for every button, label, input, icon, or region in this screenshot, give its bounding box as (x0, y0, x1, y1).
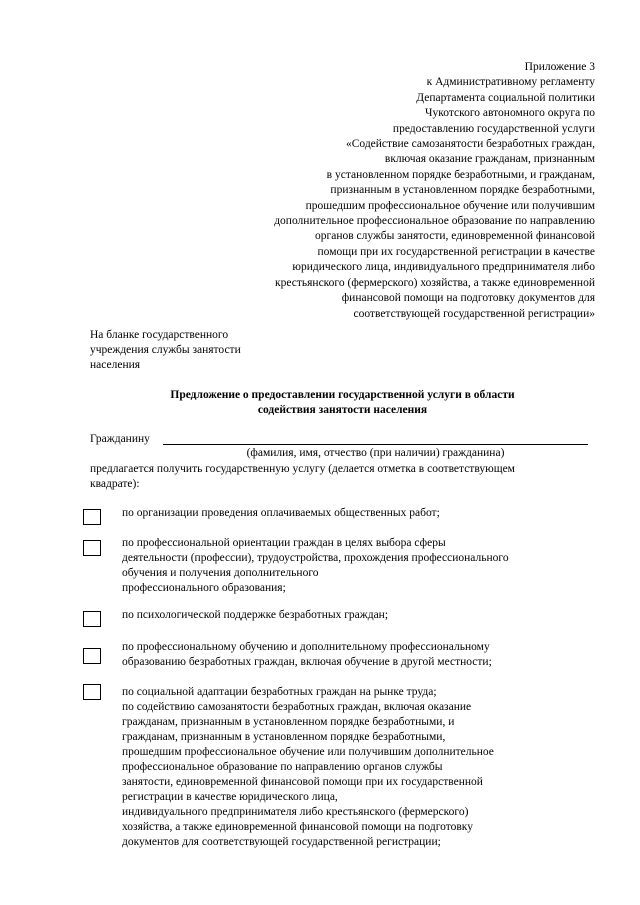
option-line: регистрации в качестве юридического лица, (122, 791, 338, 803)
option-line: профессионального образования; (122, 582, 286, 594)
letterhead-line: населения (90, 359, 141, 371)
option-career-guidance (122, 536, 582, 596)
option-line: по содействию самозанятости безработных граждан, включая оказание (122, 701, 472, 713)
appendix-line: дополнительное профессиональное образование по направлению (274, 215, 595, 228)
option-line: по профессиональной ориентации граждан в целях выбора сферы (122, 537, 446, 549)
intro-line: квадрате): (90, 478, 140, 490)
option-line: хозяйства, а также единовременной финансовой помощи на подготовку (122, 821, 473, 833)
option-checkbox-social-adaptation[interactable] (83, 684, 101, 700)
option-line: гражданам, признанным в установленном порядке безработными, и (122, 716, 455, 728)
appendix-line: прошедшим профессиональное обучение или получившим (305, 199, 595, 212)
option-line: прошедшим профессиональное обучение или получившим дополнительное (122, 746, 494, 758)
option-public-works (122, 506, 582, 521)
title-line: содействия занятости населения (257, 404, 428, 416)
letterhead-line: учреждения службы занятости (90, 344, 241, 356)
option-psychological-support (122, 608, 582, 623)
option-line: по профессиональному обучению и дополнительному профессиональному (122, 641, 490, 653)
option-line: документов для соответствующей государственной регистрации; (122, 836, 441, 848)
appendix-line: в установленном порядке безработными, и гражданам, (326, 168, 595, 181)
letterhead-note (90, 328, 241, 373)
appendix-line: Чукотского автономного округа по (425, 107, 595, 120)
option-checkbox-career-guidance[interactable] (83, 540, 101, 556)
option-line: образованию безработных граждан, включая обучение в другой местности; (122, 656, 492, 668)
option-line: по социальной адаптации безработных граждан на рынке труда; (122, 686, 437, 698)
option-line: обучения и получения дополнительного (122, 567, 319, 579)
option-line: деятельности (профессии), трудоустройства, прохождения профессионального (122, 552, 509, 564)
letterhead-line: На бланке государственного (90, 329, 229, 341)
appendix-line: крестьянского (фермерского) хозяйства, а также единовременной (275, 276, 595, 289)
document-title (90, 388, 595, 418)
option-checkbox-public-works[interactable] (83, 509, 101, 525)
option-checkbox-professional-training[interactable] (83, 648, 101, 664)
option-line: индивидуального предпринимателя либо крестьянского (фермерского) (122, 806, 469, 818)
citizen-label: Гражданину (90, 433, 150, 445)
appendix-line: Приложение 3 (524, 61, 595, 73)
citizen-name-field[interactable] (163, 444, 588, 445)
title-line: Предложение о предоставлении государственной услуги в области (170, 389, 515, 401)
appendix-line: к Административному регламенту (426, 76, 595, 89)
appendix-line: соответствующей государственной регистрации» (353, 307, 595, 320)
appendix-line: органов службы занятости, единовременной финансовой (315, 230, 595, 243)
option-line: занятости, единовременной финансовой помощи при их государственной (122, 776, 483, 788)
intro-text (90, 462, 590, 492)
option-social-adaptation (122, 685, 582, 850)
option-checkbox-psychological-support[interactable] (83, 611, 101, 627)
appendix-header (175, 60, 595, 322)
option-line: профессиональное образование по направлению органов службы (122, 761, 443, 773)
appendix-line: признанным в установленном порядке безработными, (330, 184, 595, 197)
appendix-line: помощи при их государственной регистрации в качестве (317, 245, 595, 258)
appendix-line: включая оказание гражданам, признанным (384, 153, 595, 166)
option-professional-training (122, 640, 582, 670)
citizen-name-hint: (фамилия, имя, отчество (при наличии) гражданина) (246, 447, 505, 459)
appendix-line: «Содействие самозанятости безработных граждан, (345, 138, 595, 151)
option-line: гражданам, признанным в установленном порядке безработными, (122, 731, 446, 743)
option-line: по психологической поддержке безработных граждан; (122, 609, 389, 621)
appendix-line: Департамента социальной политики (416, 91, 595, 104)
appendix-line: предоставлению государственной услуги (392, 122, 595, 135)
appendix-line: юридического лица, индивидуального предпринимателя либо (292, 261, 595, 274)
appendix-line: финансовой помощи на подготовку документов для (341, 292, 595, 305)
intro-line: предлагается получить государственную услугу (делается отметка в соответствующем (90, 463, 515, 475)
option-line: по организации проведения оплачиваемых общественных работ; (122, 507, 440, 519)
